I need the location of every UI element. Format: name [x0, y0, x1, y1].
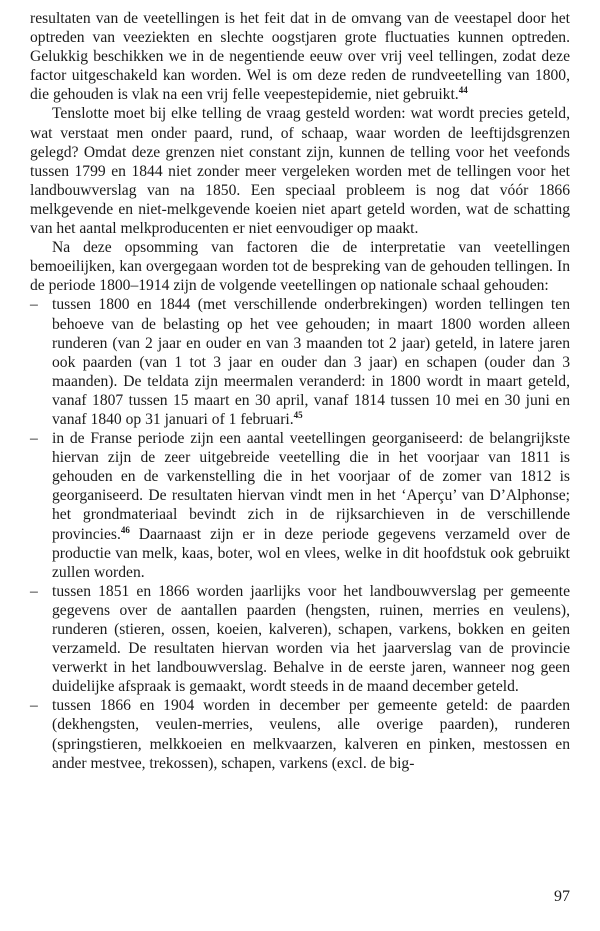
list-item: – tussen 1851 en 1866 worden jaarlijks voor het landbouwverslag per gemeente gegevens over de aantallen paarden (hengsten, ruinen, merries en veulens), runderen (stieren, ossen, koeien, kalveren), schapen, varkens, bokken en geiten verzameld. De resultaten hiervan worden via het jaarverslag van de provincie verwerkt in het landbouwverslag. Behalve in de eerste jaren, wanneer nog geen duidelijke afspraak is gemaakt, wordt steeds in de maand december geteld.	[30, 582, 570, 696]
list-item: – in de Franse periode zijn een aantal veetellingen georganiseerd: de belangrijkste hiervan zijn de zeer uitgebreide veetelling die in het voorjaar van 1811 is gehouden en de varkenstelling die in het voorjaar of de zomer van 1812 is georganiseerd. De resultaten hiervan vindt men in het ‘Aperçu’ van D’Alphonse; het grondmateriaal bevindt zich in de rijksarchieven in de verschillende provincies.$^{46}$ Daarnaast zijn er in deze periode gegevens verzameld over de productie van melk, kaas, boter, wol en vlees, welke in dit hoofdstuk ook gebruikt zullen worden.	[30, 430, 570, 581]
body-text	[30, 9, 570, 773]
paragraph-1: resultaten van de veetellingen is het feit dat in de omvang van de veestapel door het optreden van veeziekten en slechte oogstjaren grote fluctuaties kunnen optreden. Gelukkig beschikken we in de negentiende eeuw over vrij veel tellingen, zodat deze factor uitgeschakeld kan worden. Wel is om deze reden de rundveetelling van 1800, die gehouden is vlak na een vrij felle veepestepidemie, niet gebruikt.$^{44}$	[30, 10, 570, 104]
footnote-ref-45: 45	[293, 409, 303, 420]
footnote-ref-44: 44	[458, 85, 468, 96]
paragraph-3: Na deze opsomming van factoren die de interpretatie van veetellingen bemoeilijken, kan overgegaan worden tot de bespreking van de gehouden tellingen. In de periode 1800–1914 zijn de volgende veetellingen op nationale schaal gehouden:	[30, 239, 570, 295]
list-dash: –	[30, 582, 38, 600]
census-list	[30, 295, 570, 772]
list-dash: –	[30, 296, 38, 314]
footnote-ref-46: 46	[120, 524, 130, 535]
paragraph-2: Tenslotte moet bij elke telling de vraag gesteld worden: wat wordt precies geteld, wat verstaat men onder paard, rund, of schaap, waar worden de leeftijdsgrenzen gelegd? Omdat deze grenzen niet constant zijn, kunnen de telling voor het veefonds tussen 1799 en 1844 niet zonder meer vergeleken worden met de tellingen voor het landbouwverslag van na 1850. Een speciaal probleem is nog dat vóór 1866 melkgevende en niet-melkgevende koeien niet apart geteld worden, wat de schatting van het aantal melkproducenten er niet eenvoudiger op maakt.	[30, 105, 570, 238]
page-number: 97	[554, 888, 570, 905]
list-item: – tussen 1800 en 1844 (met verschillende onderbrekingen) worden tellingen ten behoeve van de belasting op het vee gehouden; in maart 1800 worden alleen runderen (van 2 jaar en ouder en van 3 maanden tot 2 jaar) geteld, in latere jaren ook paarden (van 1 tot 3 jaar en ouder dan 3 jaar) en schapen (ouder dan 3 maanden). De teldata zijn meermalen veranderd: in 1800 wordt in maart geteld, vanaf 1807 tussen 15 maart en 30 april, vanaf 1814 tussen 10 mei en 30 juni en vanaf 1840 op 31 januari of 1 februari.$^{45}$	[30, 296, 570, 428]
list-dash: –	[30, 697, 38, 715]
list-dash: –	[30, 430, 38, 448]
list-item: – tussen 1866 en 1904 worden in december per gemeente geteld: de paarden (dekhengsten, veulen-merries, veulens, alle overige paarden), runderen (springstieren, melkkoeien en melkvaarzen, kalveren en pinken, mestossen en ander mestvee, trekossen), schapen, varkens (excl. de big-	[30, 697, 570, 772]
